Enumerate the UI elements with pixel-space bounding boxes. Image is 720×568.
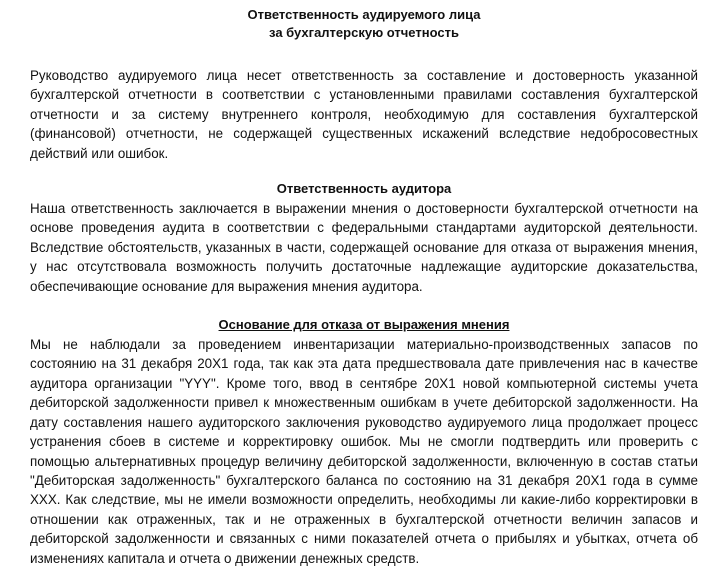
disclaimer-basis-section (30, 316, 698, 568)
auditor-responsibility-section (30, 180, 698, 296)
document-page (30, 6, 698, 568)
auditee-responsibility-title-line2: за бухгалтерскую отчетность (269, 25, 459, 40)
disclaimer-basis-title: Основание для отказа от выражения мнения (218, 317, 510, 333)
auditor-responsibility-title: Ответственность аудитора (276, 181, 452, 197)
auditor-responsibility-text: Наша ответственность заключается в выражении мнения о достоверности бухгалтерской отчетности на основе проведения аудита в соответствии с федеральными стандартами аудиторской деятельности. Вследствие обстоятельств, указанных в части, содержащей основание для отказа от выражения мнения, у нас отсутствовала возможность получить достаточные надлежащие аудиторские доказательства, обеспечивающие основание для выражения мнения аудитора. (30, 201, 698, 294)
auditee-responsibility-title-line1: Ответственность аудируемого лица (247, 7, 481, 22)
disclaimer-basis-text: Мы не наблюдали за проведением инвентаризации материально-производственных запасов по состоянию на 31 декабря 20Х1 года, так как эта дата предшествовала дате привлечения нас в качестве аудитора организации "YYY". Кроме того, ввод в сентябре 20Х1 новой компьютерной системы учета дебиторской задолженности привел к множественным ошибкам в учете дебиторской задолженности. На дату составления нашего аудиторского заключения руководство аудируемого лица продолжает процесс устранения сбоев в системе и корректировку ошибок. Мы не смогли подтвердить или проверить с помощью альтернативных процедур величину дебиторской задолженности, включенную в состав статьи "Дебиторская задолженность" бухгалтерского баланса по состоянию на 31 декабря 20Х1 года в сумме ХХХ. Как следствие, мы не имели возможности определить, необходимы ли какие-либо корректировки в отношении как отраженных, так и не отраженных в бухгалтерской отчетности величин запасов и дебиторской задолженности и связанных с ними показателей отчета о прибылях и убытках, отчета об изменениях капитала и отчета о движении денежных средств. (30, 337, 698, 566)
auditee-responsibility-text: Руководство аудируемого лица несет ответственность за составление и достоверность указанной бухгалтерской отчетности в соответствии с установленными правилами составления бухгалтерской отчетности и за систему внутреннего контроля, необходимую для составления бухгалтерской (финансовой) отчетности, не содержащей существенных искажений вследствие недобросовестных действий или ошибок. (30, 68, 698, 161)
auditee-responsibility-section (30, 6, 698, 163)
